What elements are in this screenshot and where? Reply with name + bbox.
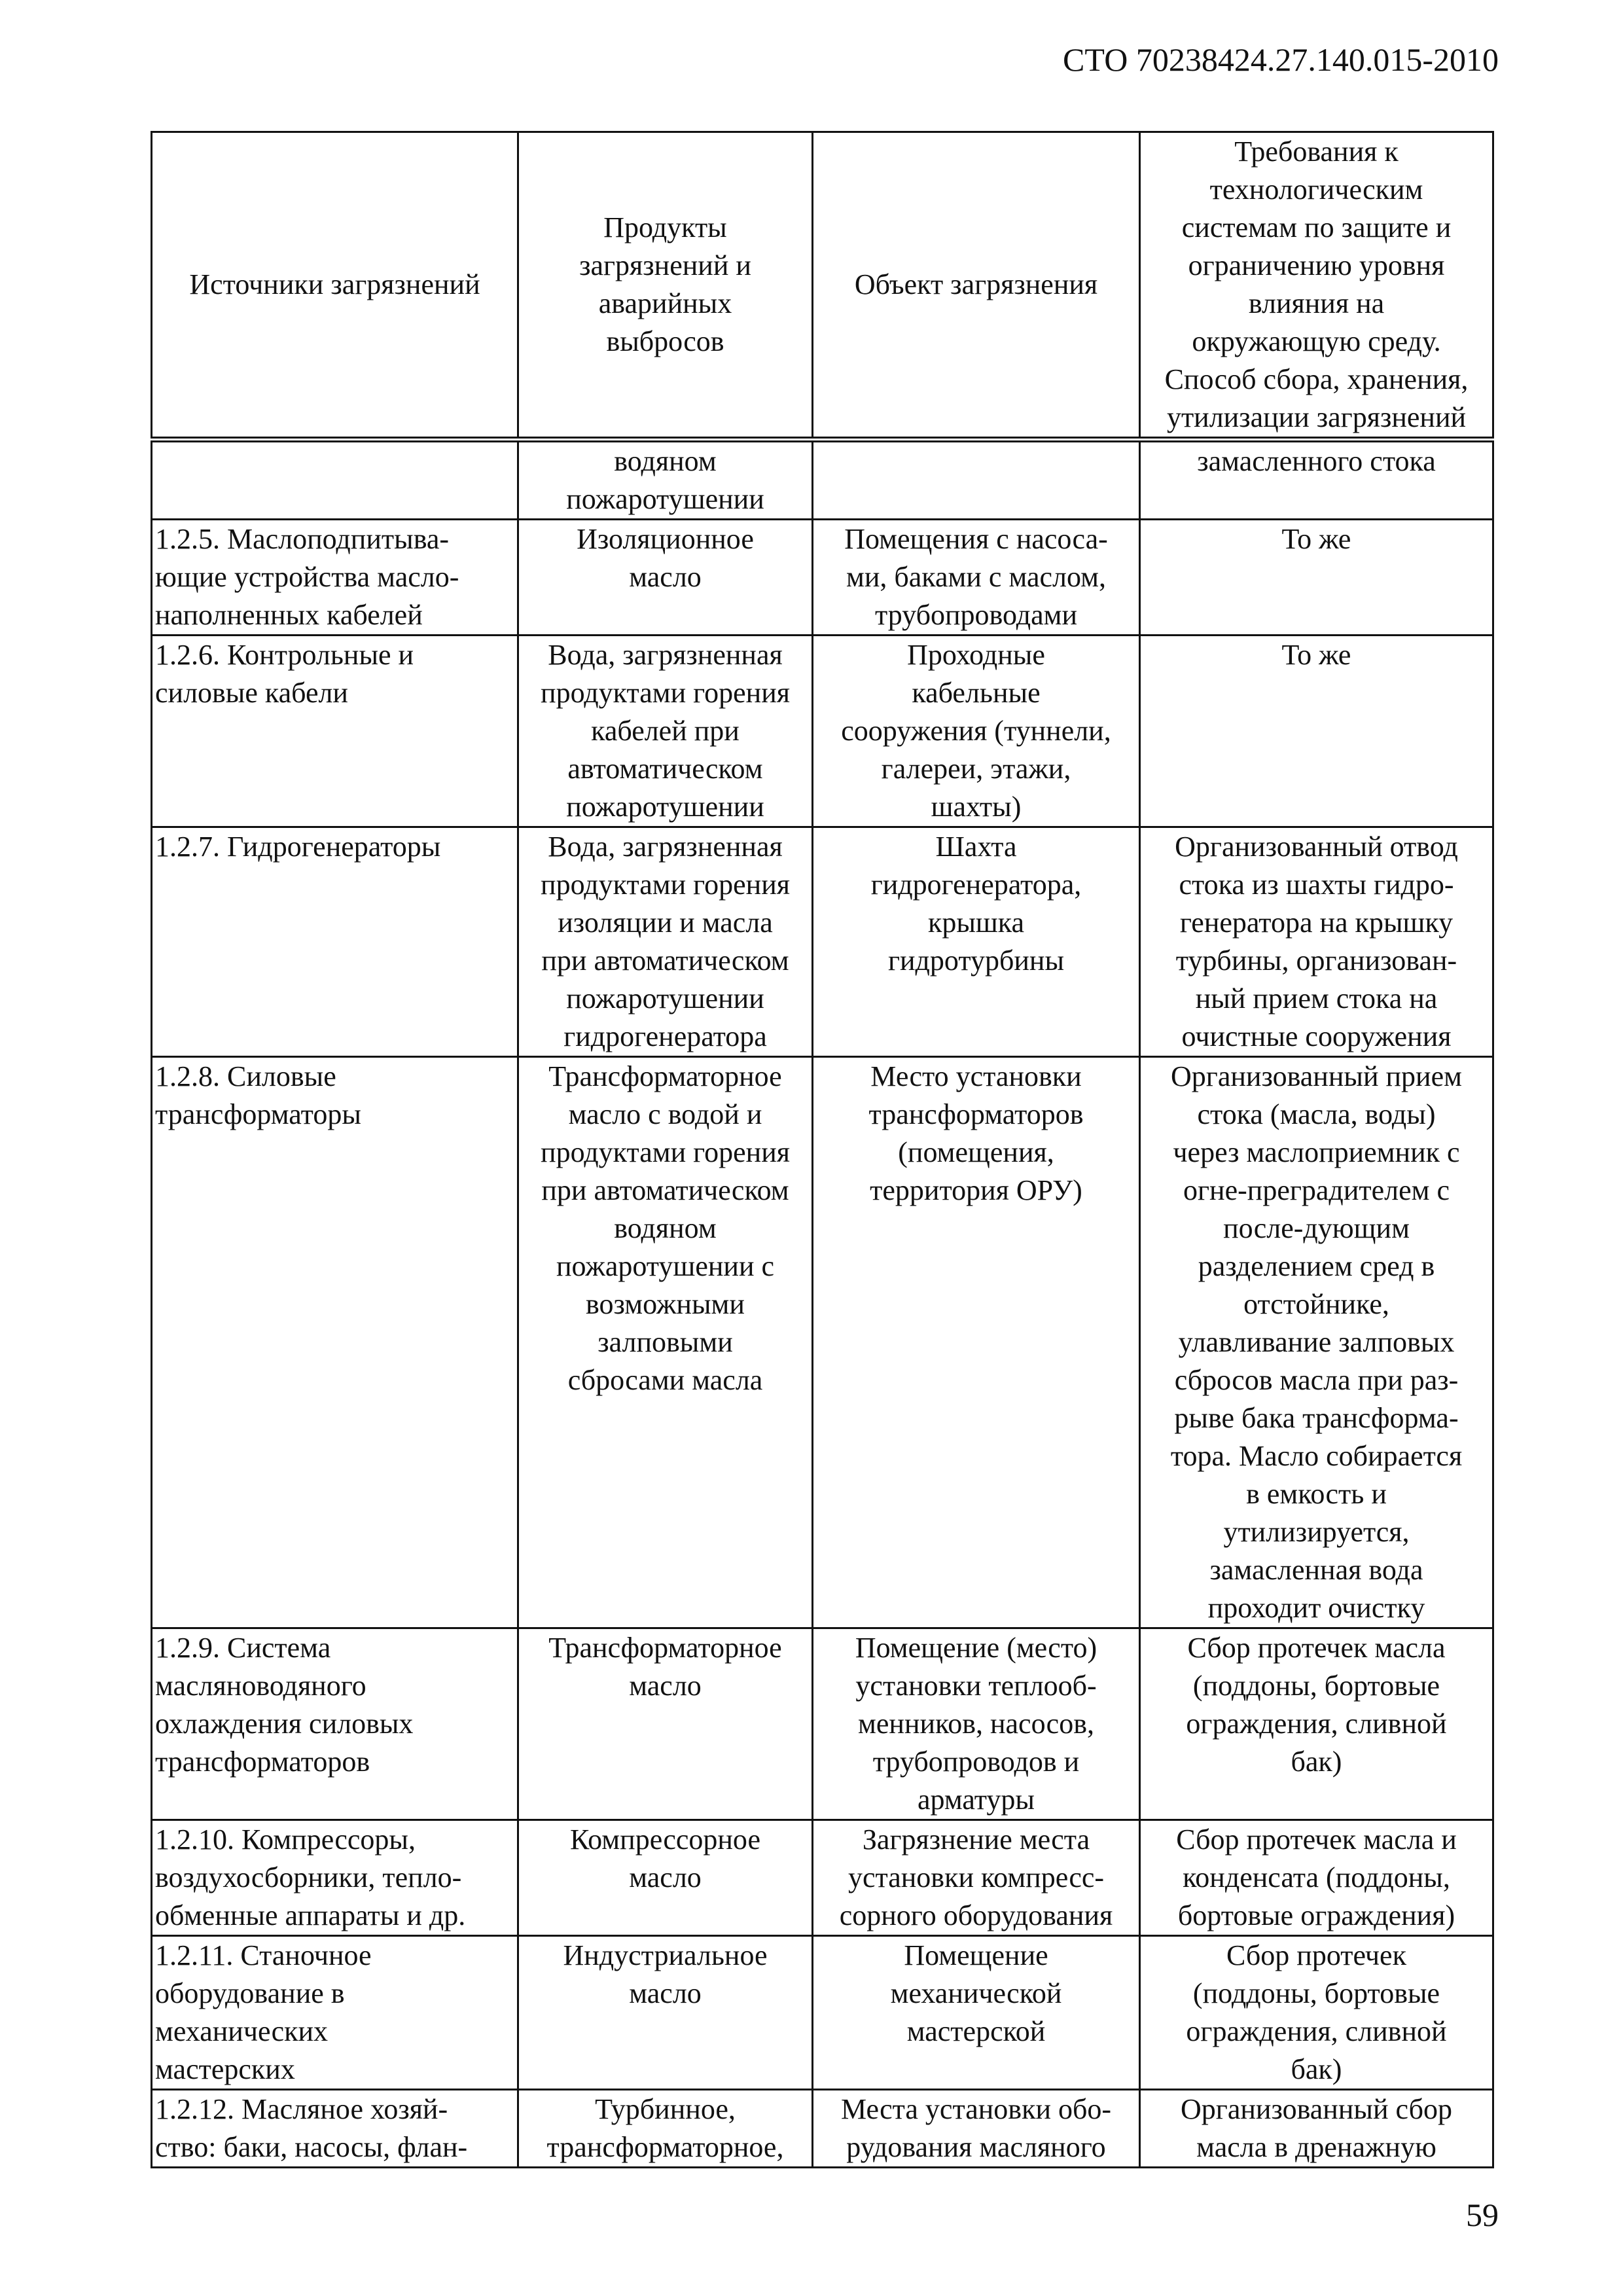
cell-source [152,440,518,520]
cell-products: Турбинное, трансформаторное, [518,2090,813,2168]
cell-source: 1.2.6. Контрольные и силовые кабели [152,636,518,827]
table-row [152,636,1493,827]
table-row [152,440,1493,520]
cell-object: Места установки обо- рудования масляного [813,2090,1140,2168]
pollution-table [151,131,1494,2168]
cell-requirements: То же [1140,636,1493,827]
cell-source: 1.2.5. Маслоподпитыва- ющие устройства масло- наполненных кабелей [152,520,518,636]
cell-object: Помещение (место) установки теплооб- менников, насосов, трубопроводов и арматуры [813,1628,1140,1820]
cell-products: Компрессорное масло [518,1820,813,1936]
header-sources: Источники загрязнений [152,132,518,440]
cell-products: Изоляционное масло [518,520,813,636]
cell-requirements: Сбор протечек масла (поддоны, бортовые ограждения, сливной бак) [1140,1628,1493,1820]
table-row [152,2090,1493,2168]
cell-object: Помещение механической мастерской [813,1936,1140,2090]
cell-requirements: замасленного стока [1140,440,1493,520]
header-products: Продукты загрязнений и аварийных выбросов [518,132,813,440]
cell-requirements: Организованный прием стока (масла, воды) через маслоприемник с огне-преградителем с после-дующим разделением сред в отстойнике, улавливание залповых сбросов масла при раз- рыве бака трансформа- тора. Масло собирается в емкость и утилизируется, замасленная вода проходит очистку [1140,1057,1493,1628]
document-code: СТО 70238424.27.140.015-2010 [1063,41,1499,78]
cell-products: Вода, загрязненная продуктами горения изоляции и масла при автоматическом пожаротушении гидрогенератора [518,827,813,1057]
cell-source: 1.2.11. Станочное оборудование в механических мастерских [152,1936,518,2090]
cell-source: 1.2.10. Компрессоры, воздухосборники, тепло- обменные аппараты и др. [152,1820,518,1936]
table-row [152,1936,1493,2090]
cell-products: Трансформаторное масло с водой и продуктами горения при автоматическом водяном пожаротушении с возможными залповыми сбросами масла [518,1057,813,1628]
cell-object: Загрязнение места установки компресс- сорного оборудования [813,1820,1140,1936]
header-object: Объект загрязнения [813,132,1140,440]
cell-products: Вода, загрязненная продуктами горения кабелей при автоматическом пожаротушении [518,636,813,827]
table-row [152,1057,1493,1628]
cell-source: 1.2.8. Силовые трансформаторы [152,1057,518,1628]
header-requirements: Требования к технологическим системам по защите и ограничению уровня влияния на окружающую среду. Способ сбора, хранения, утилизации загрязнений [1140,132,1493,440]
cell-object: Место установки трансформаторов (помещения, территория ОРУ) [813,1057,1140,1628]
cell-requirements: Организованный отвод стока из шахты гидро- генератора на крышку турбины, организован- ный прием стока на очистные сооружения [1140,827,1493,1057]
cell-object: Проходные кабельные сооружения (туннели, галереи, этажи, шахты) [813,636,1140,827]
table-row [152,520,1493,636]
table-header-row [152,132,1493,440]
cell-requirements: Сбор протечек (поддоны, бортовые ограждения, сливной бак) [1140,1936,1493,2090]
cell-source: 1.2.7. Гидрогенераторы [152,827,518,1057]
table-row [152,1628,1493,1820]
cell-requirements: Организованный сбор масла в дренажную [1140,2090,1493,2168]
cell-source: 1.2.9. Система масляноводяного охлаждения силовых трансформаторов [152,1628,518,1820]
cell-products: водяном пожаротушении [518,440,813,520]
cell-products: Трансформаторное масло [518,1628,813,1820]
cell-requirements: То же [1140,520,1493,636]
page-number: 59 [1466,2197,1499,2233]
cell-object: Помещения с насоса- ми, баками с маслом, трубопроводами [813,520,1140,636]
cell-products: Индустриальное масло [518,1936,813,2090]
cell-object [813,440,1140,520]
cell-object: Шахта гидрогенератора, крышка гидротурбины [813,827,1140,1057]
cell-source: 1.2.12. Масляное хозяй- ство: баки, насосы, флан- [152,2090,518,2168]
table-row [152,827,1493,1057]
cell-requirements: Сбор протечек масла и конденсата (поддоны, бортовые ограждения) [1140,1820,1493,1936]
table-row [152,1820,1493,1936]
